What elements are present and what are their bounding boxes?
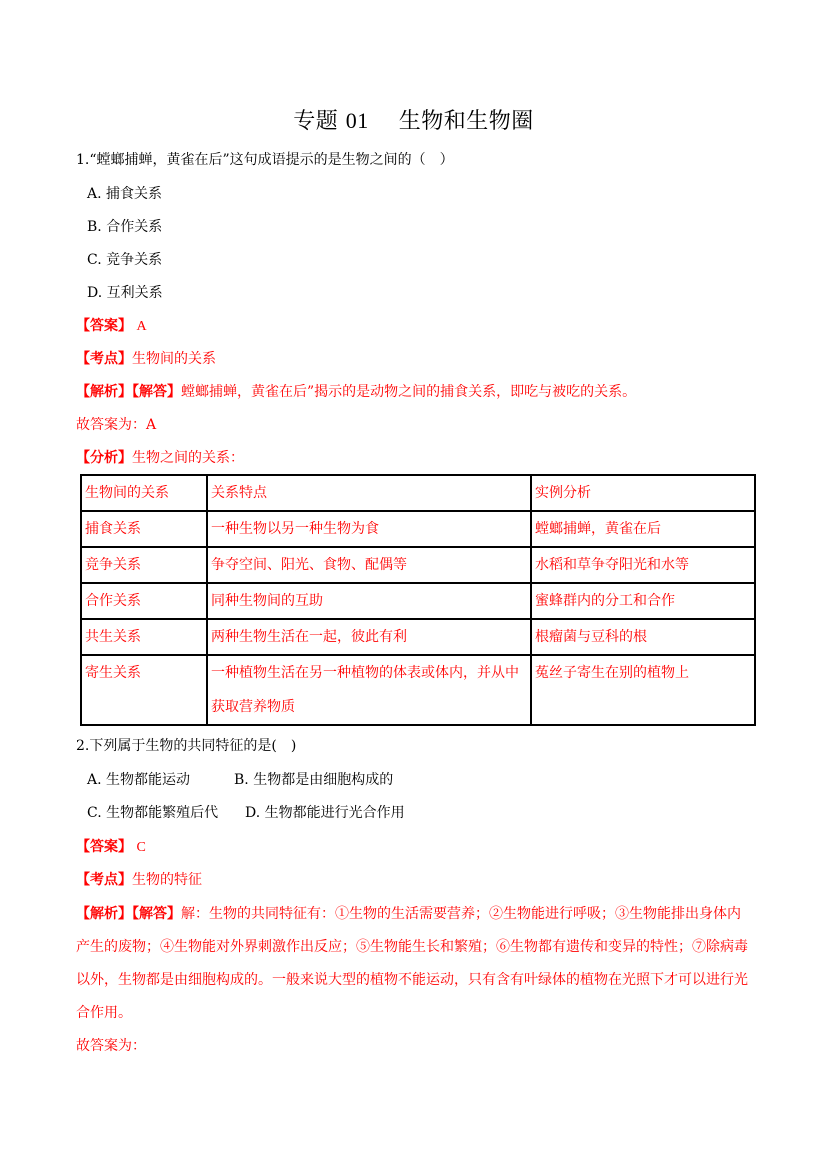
table-cell: 一种生物以另一种生物为食 — [207, 511, 531, 547]
q1-option-c: C. 竞争关系 — [87, 252, 163, 268]
table-cell: 根瘤菌与豆科的根 — [531, 619, 755, 655]
table-cell: 蜜蜂群内的分工和合作 — [531, 583, 755, 619]
q2-point-value: 生物的特征 — [132, 872, 202, 888]
table-cell: 合作关系 — [81, 583, 207, 619]
table-cell: 两种生物生活在一起，彼此有利 — [207, 619, 531, 655]
q2-answer-value: C — [136, 840, 146, 855]
q2-option-a: A. 生物都能运动 — [87, 772, 191, 788]
title-number: 01 — [345, 108, 369, 133]
table-cell: 竞争关系 — [81, 547, 207, 583]
q2-analysis — [76, 898, 752, 1030]
q1-analysis-text: 螳螂捕蝉，黄雀在后”揭示的是动物之间的捕食关系，即吃与被吃的关系。 — [181, 384, 637, 400]
title-prefix: 专题 — [293, 109, 339, 134]
table-cell: 一种植物生活在另一种植物的体表或体内，并从中获取营养物质 — [207, 655, 531, 725]
q1-analysis-tag: 【解析】【解答】 — [76, 384, 181, 400]
table-row — [81, 583, 755, 619]
q1-analysis — [76, 382, 636, 402]
table-cell: 同种生物间的互助 — [207, 583, 531, 619]
table-cell: 寄生关系 — [81, 655, 207, 725]
relationship-table — [80, 474, 756, 726]
table-cell: 捕食关系 — [81, 511, 207, 547]
q1-answer-value: A — [136, 319, 147, 334]
table-row — [81, 619, 755, 655]
q1-stem: 1.“螳螂捕蝉，黄雀在后”这句成语提示的是生物之间的（ ） — [76, 152, 454, 168]
q2-analysis-text: 解：生物的共同特征有：①生物的生活需要营养；②生物能进行呼吸；③生物能排出身体内产生的废物；④生物能对外界刺激作出反应；⑤生物能生长和繁殖；⑥生物都有遗传和变异的特性；⑦除病毒以外，生物都是由细胞构成的。一般来说大型的植物不能运动，只有含有叶绿体的植物在光照下才可以进行光合作用。 — [76, 906, 748, 1021]
table-cell: 水稻和草争夺阳光和水等 — [531, 547, 755, 583]
q1-fenxi — [76, 448, 244, 468]
q1-point-tag: 【考点】 — [76, 351, 132, 367]
q2-stem: 2.下列属于生物的共同特征的是( ) — [76, 738, 297, 754]
q1-answer — [76, 316, 147, 337]
q1-final-answer: 故答案为：A — [76, 417, 157, 433]
table-cell: 共生关系 — [81, 619, 207, 655]
q1-option-a: A. 捕食关系 — [87, 186, 163, 202]
table-row — [81, 655, 755, 725]
q2-answer — [76, 837, 146, 858]
table-row — [81, 511, 755, 547]
table-row — [81, 547, 755, 583]
title-subject: 生物和生物圈 — [398, 109, 534, 134]
table-cell: 菟丝子寄生在别的植物上 — [531, 655, 755, 725]
q2-answer-tag: 【答案】 — [76, 839, 132, 855]
q1-point — [76, 349, 216, 369]
q2-option-d: D. 生物都能进行光合作用 — [245, 805, 405, 821]
q2-analysis-tag: 【解析】【解答】 — [76, 906, 181, 922]
q1-fenxi-tag: 【分析】 — [76, 450, 132, 466]
table-cell: 争夺空间、阳光、食物、配偶等 — [207, 547, 531, 583]
q2-option-c: C. 生物都能繁殖后代 — [87, 805, 219, 821]
q1-answer-tag: 【答案】 — [76, 318, 132, 334]
q2-point-tag: 【考点】 — [76, 872, 132, 888]
q1-option-d: D. 互利关系 — [87, 285, 163, 301]
table-header-cell: 实例分析 — [531, 475, 755, 511]
q1-fenxi-text: 生物之间的关系： — [132, 450, 244, 466]
q2-option-b: B. 生物都是由细胞构成的 — [234, 772, 394, 788]
table-header-row — [81, 475, 755, 511]
q1-point-value: 生物间的关系 — [132, 351, 216, 367]
table-header-cell: 生物间的关系 — [81, 475, 207, 511]
page-title — [0, 106, 827, 137]
table-cell: 螳螂捕蝉，黄雀在后 — [531, 511, 755, 547]
q1-option-b: B. 合作关系 — [87, 219, 163, 235]
table-header-cell: 关系特点 — [207, 475, 531, 511]
q2-point — [76, 870, 202, 890]
q2-final-answer: 故答案为： — [76, 1038, 146, 1054]
